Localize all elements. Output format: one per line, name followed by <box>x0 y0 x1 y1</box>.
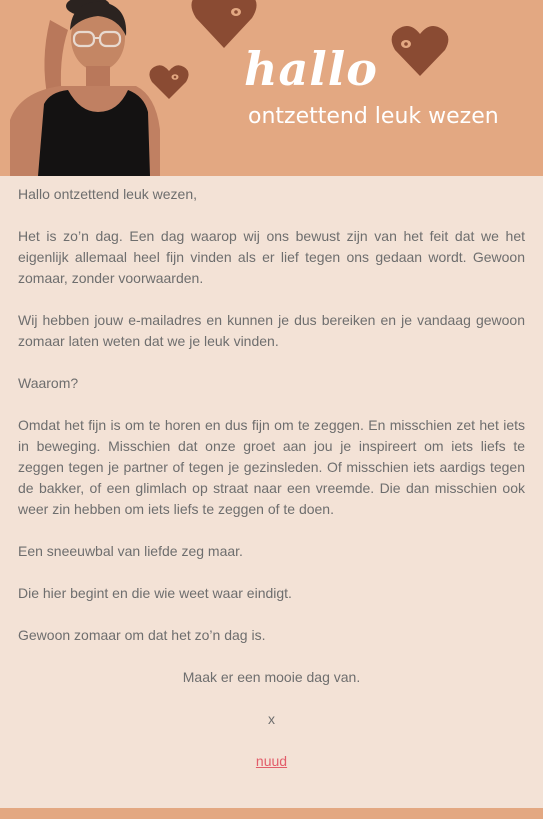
email-body <box>0 176 543 772</box>
paragraph: Wij hebben jouw e-mailadres en kunnen je dus bereiken en je vandaag gewoon zomaar laten weten dat we je leuk vinden. <box>18 312 525 349</box>
paragraph: Gewoon zomaar om dat het zo’n dag is. <box>18 627 266 643</box>
header-subtitle: ontzettend leuk wezen <box>248 104 499 129</box>
paragraph: Een sneeuwbal van liefde zeg maar. <box>18 543 243 559</box>
person-photo <box>10 0 160 176</box>
footer-bar <box>0 808 543 819</box>
heart-icon <box>390 24 450 78</box>
paragraph: Waarom? <box>18 375 79 391</box>
closing-line: Maak er een mooie dag van. <box>182 669 361 685</box>
header-banner <box>0 0 543 176</box>
kiss-mark: x <box>268 711 275 727</box>
signature-link[interactable]: nuud <box>255 753 288 769</box>
paragraph: Omdat het fijn is om te horen en dus fijn om te zeggen. En misschien zet het iets in beweging. Misschien dat onze groet aan jou je inspireert om iets liefs te zeggen tegen je partner of tegen je gezinsleden. Of misschien iets aardigs tegen de bakker, of een glimlach op straat naar een vreemde. Die dan misschien ook weer zin hebben om iets liefs te zeggen of te doen. <box>18 417 525 517</box>
paragraph: Het is zo’n dag. Een dag waarop wij ons bewust zijn van het feit dat we het eigenlijk allemaal heel fijn vinden als er lief tegen ons gedaan wordt. Gewoon zomaar, zonder voorwaarden. <box>18 228 525 286</box>
greeting: Hallo ontzettend leuk wezen, <box>18 186 197 202</box>
heart-icon <box>148 64 190 100</box>
paragraph: Die hier begint en die wie weet waar eindigt. <box>18 585 292 601</box>
header-title: hallo <box>244 42 378 96</box>
